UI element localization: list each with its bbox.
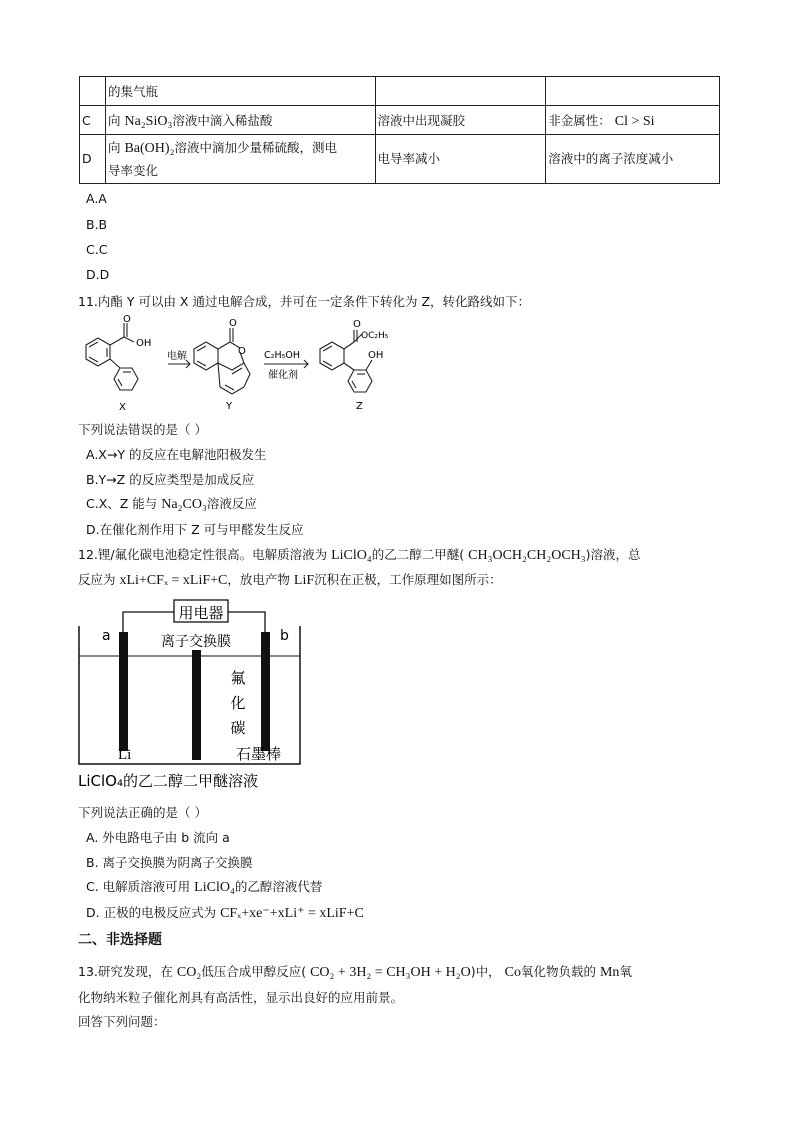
operation-cell: 向 Na₂SiO₃溶液中滴入稀盐酸 [105, 106, 375, 135]
row-label: C [80, 106, 106, 135]
solution-label: LiClO₄的乙二醇二甲醚溶液 [78, 772, 258, 790]
q11-option-c: C.X、Z 能与 Na₂CO₃溶液反应 [86, 496, 257, 512]
q13-line2: 化物纳米粒子催化剂具有高活性，显示出良好的应用前景。 [78, 990, 404, 1005]
formula: CFₓ+xe⁻+xLi⁺ = xLiF+C [220, 906, 364, 921]
row-label: D [80, 135, 106, 184]
formula: Co [504, 965, 521, 980]
y-o-carbonyl: O [229, 318, 237, 329]
ion-exchange-membrane [192, 650, 201, 760]
formula: Ba(OH)₂ [124, 140, 175, 156]
membrane-label: 离子交换膜 [161, 634, 231, 650]
q11-option-b: B.Y→Z 的反应类型是加成反应 [86, 472, 255, 487]
conclusion-cell: 溶液中的离子浓度减小 [546, 135, 720, 184]
q10-option-d: D.D [86, 267, 110, 282]
formula: Na₂SiO₃ [124, 113, 173, 129]
y-compound-label: Y [226, 401, 233, 412]
formula: CH₃OCH₂CH₂OCH₃ [468, 548, 586, 563]
phenomenon-cell [375, 77, 546, 106]
formula: LiClO₄ [331, 548, 372, 563]
graphite-label: 石墨棒 [236, 745, 282, 763]
z-oh-label: OH [368, 350, 384, 361]
q11-prompt: 下列说法错误的是（ ） [78, 422, 207, 437]
arrow-2-top-label: C₂H₅OH [264, 350, 301, 361]
reaction-scheme [76, 312, 406, 417]
q11-stem: 11.内酯 Y 可以由 X 通过电解合成，并可在一定条件下转化为 Z，转化路线如下： [78, 294, 531, 309]
cf-label-3: 碳 [230, 719, 246, 737]
conclusion-cell: 非金属性： Cl > Si [546, 106, 720, 135]
formula: LiF [293, 573, 315, 588]
formula: Na₂CO₃ [161, 497, 207, 512]
device-label: 用电器 [178, 604, 224, 622]
formula: CO₂ + 3H₂ = CH₃OH + H₂O [310, 965, 471, 980]
q12-stem-line2: 反应为 xLi+CFₓ = xLiF+C，放电产物 LiF沉积在正极，工作原理如图所示： [78, 572, 502, 588]
formula: Cl > Si [614, 113, 655, 129]
q10-option-b: B.B [86, 217, 108, 232]
conclusion-cell [546, 77, 720, 106]
z-o-label: O [353, 319, 361, 330]
cf-label-2: 化 [230, 694, 246, 712]
operation-cell: 的集气瓶 [105, 77, 375, 106]
q12-option-a: A. 外电路电子由 b 流向 a [86, 830, 230, 845]
table-row [80, 77, 720, 106]
q10-option-a: A.A [86, 191, 107, 206]
x-oh-label: OH [136, 338, 152, 349]
q11-option-a: A.X→Y 的反应在电解池阳极发生 [86, 447, 267, 462]
q12-option-c: C. 电解质溶液可用 LiClO₄的乙醇溶液代替 [86, 879, 323, 895]
q13-line1: 13.研究发现，在 CO₂低压合成甲醇反应( CO₂ + 3H₂ = CH₃OH + H₂O)中， Co氧化物负载的 Mn氧 [78, 964, 632, 980]
operation-cell: 向 Ba(OH)₂溶液中滴加少量稀硫酸，测电 导率变化 [105, 135, 375, 184]
q10-option-c: C.C [86, 242, 108, 257]
li-label: Li [118, 747, 132, 763]
q13-line3: 回答下列问题： [78, 1014, 166, 1029]
options-table [79, 76, 720, 184]
formula: Mn [599, 965, 620, 980]
x-ring-bottom [114, 368, 138, 390]
table-row [80, 106, 720, 135]
q12-prompt: 下列说法正确的是（ ） [78, 805, 207, 820]
arrow-1-label: 电解 [167, 351, 187, 362]
x-o-label: O [123, 314, 131, 325]
graphite-electrode [261, 632, 270, 751]
q12-option-b: B. 离子交换膜为阴离子交换膜 [86, 855, 253, 870]
phenomenon-cell: 电导率减小 [375, 135, 546, 184]
battery-diagram [76, 596, 308, 796]
q12-stem-line1: 12.锂/氟化碳电池稳定性很高。电解质溶液为 LiClO₄的乙二醇二甲醚( CH₃OCH₂CH₂OCH₃)溶液，总 [78, 547, 641, 563]
z-compound-label: Z [356, 401, 363, 412]
phenomenon-cell: 溶液中出现凝胶 [375, 106, 546, 135]
cf-label-1: 氟 [230, 669, 246, 687]
y-o-ring: O [238, 346, 246, 357]
table-row [80, 135, 720, 184]
q12-option-d: D. 正极的电极反应式为 CFₓ+xe⁻+xLi⁺ = xLiF+C [86, 905, 364, 921]
li-electrode [119, 632, 128, 751]
arrow-2-bottom-label: 催化剂 [268, 370, 298, 381]
terminal-a-label: a [102, 628, 111, 644]
x-compound-label: X [119, 402, 126, 413]
q11-option-d: D.在催化剂作用下 Z 可与甲醛发生反应 [86, 522, 304, 537]
z-ester-label: OC₂H₅ [361, 331, 389, 341]
formula: LiClO₄ [194, 880, 235, 895]
section-heading: 二、非选择题 [78, 932, 162, 948]
terminal-b-label: b [280, 628, 289, 644]
row-label [80, 77, 106, 106]
formula: xLi+CFₓ = xLiF+C [119, 573, 228, 588]
formula: CO₂ [176, 965, 202, 980]
